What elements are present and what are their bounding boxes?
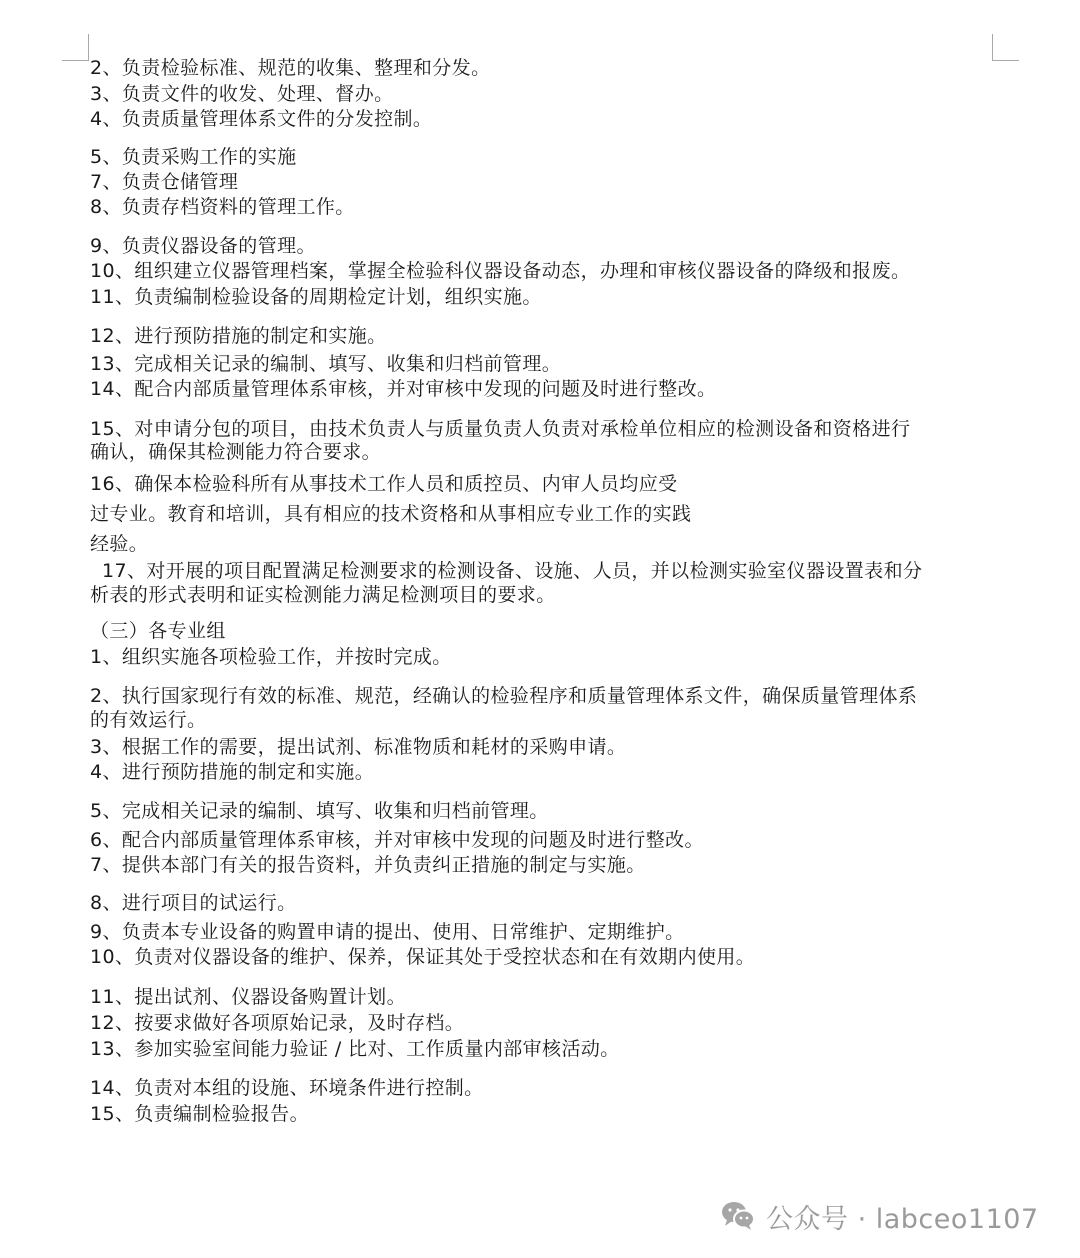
text-line: 8、负责存档资料的管理工作。 [90, 196, 355, 218]
wechat-icon [720, 1200, 756, 1232]
text-line: 13、参加实验室间能力验证 / 比对、工作质量内部审核活动。 [90, 1038, 620, 1060]
text-line: 10、组织建立仪器管理档案，掌握全检验科仪器设备动态，办理和审核仪器设备的降级和报废。 [90, 260, 911, 282]
text-line: 12、按要求做好各项原始记录，及时存档。 [90, 1012, 465, 1034]
text-line: 15、对申请分包的项目，由技术负责人与质量负责人负责对承检单位相应的检测设备和资格进行 [90, 418, 911, 440]
text-line: 4、进行预防措施的制定和实施。 [90, 761, 375, 783]
text-line: 9、负责本专业设备的购置申请的提出、使用、日常维护、定期维护。 [90, 921, 685, 943]
text-line: 14、负责对本组的设施、环境条件进行控制。 [90, 1077, 484, 1099]
text-line: 13、完成相关记录的编制、填写、收集和归档前管理。 [90, 353, 562, 375]
text-line: 9、负责仪器设备的管理。 [90, 235, 316, 257]
section-heading: （三）各专业组 [90, 620, 226, 642]
text-line: 4、负责质量管理体系文件的分发控制。 [90, 108, 433, 130]
text-line: 5、完成相关记录的编制、填写、收集和归档前管理。 [90, 800, 549, 822]
text-line: 过专业。教育和培训，具有相应的技术资格和从事相应专业工作的实践 [90, 503, 692, 525]
text-line: 7、提供本部门有关的报告资料，并负责纠正措施的制定与实施。 [90, 854, 646, 876]
page-corner-mark-top-right [992, 34, 1019, 61]
watermark [720, 1196, 1039, 1236]
text-line: 14、配合内部质量管理体系审核，并对审核中发现的问题及时进行整改。 [90, 378, 717, 400]
text-line: 5、负责采购工作的实施 [90, 146, 297, 168]
text-line: 经验。 [90, 533, 149, 555]
text-line: 2、执行国家现行有效的标准、规范，经确认的检验程序和质量管理体系文件，确保质量管理体系 [90, 685, 918, 707]
text-line: 11、提出试剂、仪器设备购置计划。 [90, 986, 406, 1008]
text-line: 16、确保本检验科所有从事技术工作人员和质控员、内审人员均应受 [90, 473, 678, 495]
watermark-text: 公众号 · labceo1107 [766, 1203, 1039, 1235]
text-line: 17、对开展的项目配置满足检测要求的检测设备、设施、人员，并以检测实验室仪器设置表和分 [102, 560, 923, 582]
page-corner-mark-top-left [62, 34, 89, 61]
text-line: 11、负责编制检验设备的周期检定计划，组织实施。 [90, 286, 542, 308]
text-line: 1、组织实施各项检验工作，并按时完成。 [90, 646, 452, 668]
text-line: 3、负责文件的收发、处理、督办。 [90, 83, 394, 105]
text-line: 3、根据工作的需要，提出试剂、标准物质和耗材的采购申请。 [90, 736, 627, 758]
text-line: 15、负责编制检验报告。 [90, 1103, 309, 1125]
text-line: 的有效运行。 [90, 709, 207, 731]
text-line: 析表的形式表明和证实检测能力满足检测项目的要求。 [90, 584, 556, 606]
text-line: 10、负责对仪器设备的维护、保养，保证其处于受控状态和在有效期内使用。 [90, 946, 756, 968]
text-line: 6、配合内部质量管理体系审核，并对审核中发现的问题及时进行整改。 [90, 829, 704, 851]
text-line: 确认，确保其检测能力符合要求。 [90, 441, 382, 463]
text-line: 2、负责检验标准、规范的收集、整理和分发。 [90, 57, 491, 79]
text-line: 7、负责仓储管理 [90, 171, 239, 193]
text-line: 12、进行预防措施的制定和实施。 [90, 325, 387, 347]
text-line: 8、进行项目的试运行。 [90, 892, 297, 914]
